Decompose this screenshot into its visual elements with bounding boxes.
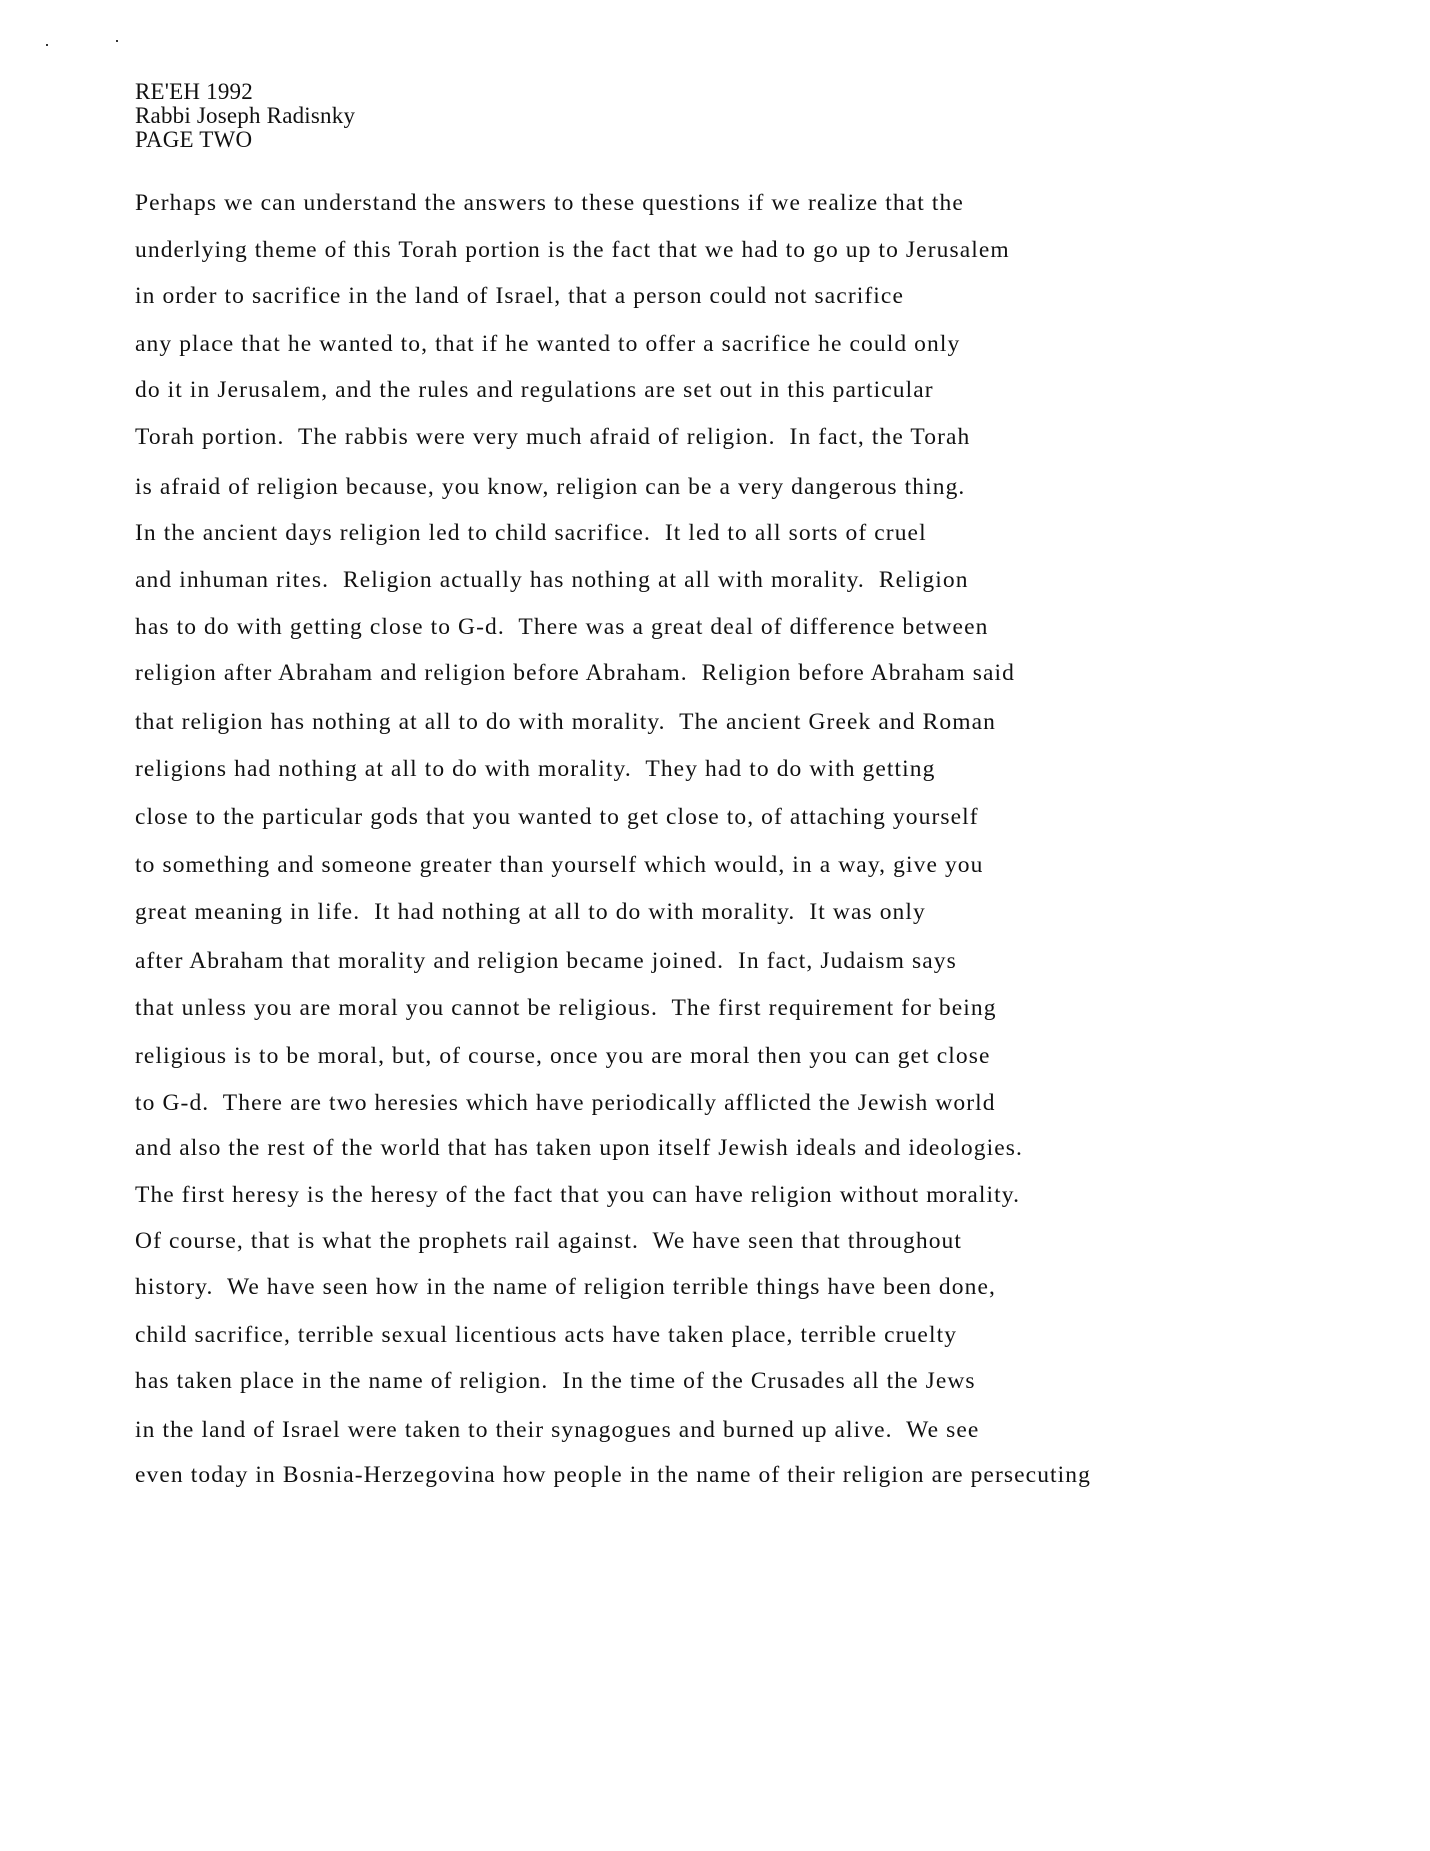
body-line: to G-d. There are two heresies which have periodically afflicted the Jewish world: [135, 1090, 996, 1116]
body-line: Perhaps we can understand the answers to these questions if we realize that the: [135, 190, 964, 216]
body-line: that unless you are moral you cannot be religious. The first requirement for being: [135, 995, 997, 1021]
body-line: do it in Jerusalem, and the rules and regulations are set out in this particular: [135, 377, 934, 403]
body-line: history. We have seen how in the name of religion terrible things have been done,: [135, 1274, 996, 1300]
body-line: underlying theme of this Torah portion is the fact that we had to go up to Jerusalem: [135, 237, 1010, 263]
document-title: RE'EH 1992: [135, 79, 253, 104]
body-line: that religion has nothing at all to do with morality. The ancient Greek and Roman: [135, 709, 996, 735]
body-line: after Abraham that morality and religion became joined. In fact, Judaism says: [135, 948, 957, 974]
body-line: child sacrifice, terrible sexual licentious acts have taken place, terrible cruelty: [135, 1322, 958, 1348]
body-line: any place that he wanted to, that if he wanted to offer a sacrifice he could only: [135, 331, 961, 357]
body-line: in order to sacrifice in the land of Israel, that a person could not sacrifice: [135, 283, 904, 309]
body-line: close to the particular gods that you wanted to get close to, of attaching yourself: [135, 804, 979, 830]
scan-speck: [116, 40, 118, 42]
body-line: religions had nothing at all to do with morality. They had to do with getting: [135, 756, 936, 782]
document-header: [135, 80, 355, 152]
document-author: Rabbi Joseph Radisnky: [135, 103, 356, 128]
body-line: in the land of Israel were taken to their synagogues and burned up alive. We see: [135, 1417, 980, 1443]
body-line: has taken place in the name of religion. In the time of the Crusades all the Jews: [135, 1368, 976, 1394]
page-label: PAGE TWO: [135, 127, 253, 152]
body-line: great meaning in life. It had nothing at all to do with morality. It was only: [135, 899, 926, 925]
body-line: The first heresy is the heresy of the fact that you can have religion without morality.: [135, 1182, 1021, 1208]
body-line: In the ancient days religion led to child sacrifice. It led to all sorts of cruel: [135, 520, 927, 546]
body-line: and also the rest of the world that has taken upon itself Jewish ideals and ideologies.: [135, 1135, 1023, 1161]
body-line: has to do with getting close to G-d. There was a great deal of difference between: [135, 614, 989, 640]
body-line: and inhuman rites. Religion actually has nothing at all with morality. Religion: [135, 567, 969, 593]
body-line: to something and someone greater than yourself which would, in a way, give you: [135, 852, 984, 878]
body-line: Of course, that is what the prophets rail against. We have seen that throughout: [135, 1228, 963, 1254]
body-line: is afraid of religion because, you know, religion can be a very dangerous thing.: [135, 474, 966, 500]
body-line: religion after Abraham and religion before Abraham. Religion before Abraham said: [135, 660, 1015, 686]
body-line: religious is to be moral, but, of course, once you are moral then you can get close: [135, 1043, 991, 1069]
scan-speck: [46, 44, 48, 46]
body-line: even today in Bosnia-Herzegovina how people in the name of their religion are persecuting: [135, 1462, 1092, 1488]
body-line: Torah portion. The rabbis were very much afraid of religion. In fact, the Torah: [135, 424, 971, 450]
